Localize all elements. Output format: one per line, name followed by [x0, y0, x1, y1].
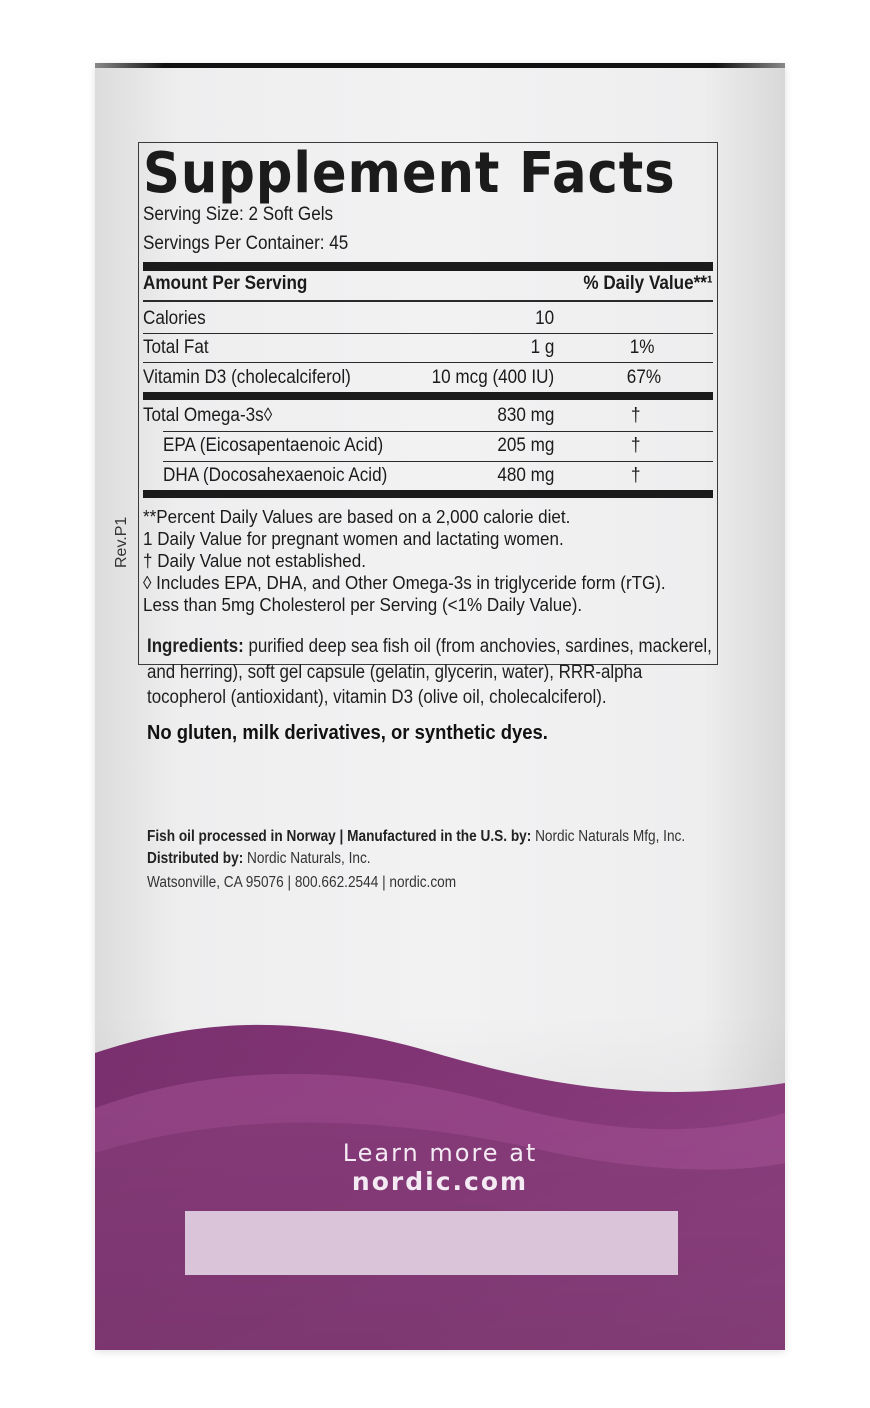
distributor-name: Nordic Naturals, Inc.	[243, 850, 371, 867]
distributor-line	[147, 848, 371, 870]
facts-title: Supplement Facts	[143, 141, 676, 206]
footnote-dv: **Percent Daily Values are based on a 2,000 calorie diet.	[143, 506, 571, 527]
barcode-label-area	[185, 1211, 678, 1275]
distributor-label: Distributed by:	[147, 850, 244, 867]
row-omega3-amount: 830 mg	[496, 405, 554, 426]
thick-rule	[143, 392, 713, 400]
footnote-cholesterol: Less than 5mg Cholesterol per Serving (<1% Daily Value).	[143, 594, 583, 615]
manufacturer-label: Fish oil processed in Norway | Manufactured in the U.S. by:	[147, 828, 532, 845]
row-vitamin-d3-amount: 10 mcg (400 IU)	[431, 367, 554, 388]
row-omega3-name: Total Omega-3s◊	[143, 405, 273, 426]
row-dha-dv: †	[631, 465, 641, 486]
row-vitamin-d3-dv: 67%	[626, 367, 661, 388]
thick-rule	[143, 262, 713, 271]
row-epa-amount: 205 mg	[496, 435, 554, 456]
footnote-pregnant: 1 Daily Value for pregnant women and lactating women.	[143, 528, 564, 549]
row-calories-amount: 10	[534, 308, 554, 329]
rule	[143, 333, 713, 334]
ingredients-label: Ingredients:	[147, 636, 244, 657]
rule	[163, 461, 713, 462]
ingredients-text	[147, 634, 717, 711]
revision-code: Rev.P1	[113, 516, 130, 568]
row-dha-name: DHA (Docosahexaenoic Acid)	[163, 465, 388, 486]
rule	[163, 431, 713, 432]
footnote-rtg: ◊ Includes EPA, DHA, and Other Omega-3s in triglyceride form (rTG).	[143, 572, 666, 593]
supplement-facts-panel	[138, 142, 718, 665]
row-epa-name: EPA (Eicosapentaenoic Acid)	[163, 435, 384, 456]
row-epa-dv: †	[631, 435, 641, 456]
daily-value-header: % Daily Value**¹	[583, 273, 713, 294]
box-top-edge	[95, 63, 785, 68]
thick-rule	[143, 490, 713, 498]
free-from-statement: No gluten, milk derivatives, or synthetic dyes.	[147, 721, 548, 744]
website-text: nordic.com	[351, 1167, 529, 1196]
row-vitamin-d3-name: Vitamin D3 (cholecalciferol)	[143, 367, 351, 388]
rule	[143, 362, 713, 363]
serving-size: Serving Size: 2 Soft Gels	[143, 204, 334, 225]
footnote-dagger: † Daily Value not established.	[143, 550, 366, 571]
manufacturer-name: Nordic Naturals Mfg, Inc.	[531, 828, 686, 845]
address-line: Watsonville, CA 95076 | 800.662.2544 | nordic.com	[147, 874, 457, 891]
ingredients-list: purified deep sea fish oil (from anchovies, sardines, mackerel, and herring), soft gel capsule (gelatin, glycerin, water), RRR-alpha tocopherol (antioxidant), vitamin D3 (olive oil, cholecalciferol).	[147, 636, 712, 708]
servings-per-container: Servings Per Container: 45	[143, 233, 349, 254]
amount-per-serving-header: Amount Per Serving	[143, 273, 308, 294]
row-dha-amount: 480 mg	[496, 465, 554, 486]
row-total-fat-amount: 1 g	[530, 337, 554, 358]
row-total-fat-name: Total Fat	[143, 337, 209, 358]
learn-more-text: Learn more at	[342, 1139, 538, 1167]
manufacturer-line-1	[147, 826, 685, 848]
product-box-back	[95, 63, 785, 1350]
rule	[143, 300, 713, 302]
row-omega3-dv: †	[631, 405, 641, 426]
row-total-fat-dv: 1%	[629, 337, 654, 358]
row-calories-name: Calories	[143, 308, 206, 329]
